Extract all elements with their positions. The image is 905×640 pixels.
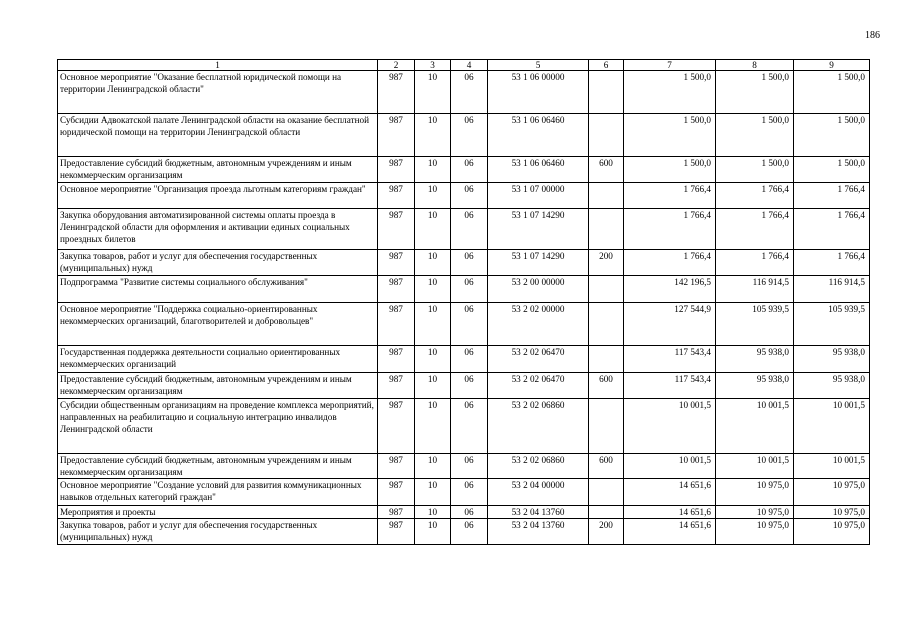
cell-expense-type: 600 (589, 373, 624, 399)
cell-amount-year2: 1 500,0 (716, 157, 794, 183)
cell-expense-type (589, 399, 624, 454)
cell-subsection: 06 (451, 157, 488, 183)
row-name: Предоставление субсидий бюджетным, автономным учреждениям и иным некоммерческим организациям (58, 157, 378, 183)
cell-amount-year1: 117 543,4 (624, 373, 716, 399)
table-row (58, 209, 870, 250)
cell-amount-year2: 1 766,4 (716, 183, 794, 209)
cell-amount-year2: 10 001,5 (716, 399, 794, 454)
row-name: Субсидии Адвокатской палате Ленинградской области на оказание бесплатной юридической помощи на территории Ленинградской области (58, 114, 378, 157)
cell-section: 10 (415, 506, 451, 519)
cell-section: 10 (415, 303, 451, 346)
table-row (58, 373, 870, 399)
table-row (58, 454, 870, 479)
row-name: Основное мероприятие "Поддержка социально-ориентированных некоммерческих организаций, благотворителей и добровольцев" (58, 303, 378, 346)
cell-amount-year1: 1 500,0 (624, 157, 716, 183)
cell-amount-year1: 14 651,6 (624, 506, 716, 519)
cell-section: 10 (415, 479, 451, 506)
cell-grbs: 987 (378, 250, 415, 276)
cell-section: 10 (415, 71, 451, 114)
cell-amount-year1: 1 766,4 (624, 250, 716, 276)
cell-amount-year3: 10 001,5 (794, 399, 870, 454)
cell-amount-year1: 142 196,5 (624, 276, 716, 303)
cell-expense-type: 200 (589, 250, 624, 276)
cell-grbs: 987 (378, 276, 415, 303)
cell-target-code: 53 2 02 00000 (488, 303, 589, 346)
cell-amount-year3: 1 500,0 (794, 157, 870, 183)
cell-grbs: 987 (378, 373, 415, 399)
cell-amount-year2: 1 766,4 (716, 250, 794, 276)
cell-expense-type (589, 303, 624, 346)
cell-target-code: 53 2 04 13760 (488, 519, 589, 545)
cell-amount-year3: 95 938,0 (794, 373, 870, 399)
cell-section: 10 (415, 346, 451, 373)
cell-target-code: 53 2 04 00000 (488, 479, 589, 506)
row-name: Субсидии общественным организациям на проведение комплекса мероприятий, направленных на реабилитацию и социальную интеграцию инвалидов Ленинградской области (58, 399, 378, 454)
cell-target-code: 53 2 02 06470 (488, 373, 589, 399)
cell-expense-type (589, 346, 624, 373)
cell-expense-type: 600 (589, 454, 624, 479)
cell-section: 10 (415, 114, 451, 157)
cell-section: 10 (415, 373, 451, 399)
cell-expense-type (589, 71, 624, 114)
row-name: Мероприятия и проекты (58, 506, 378, 519)
cell-amount-year1: 1 500,0 (624, 114, 716, 157)
cell-subsection: 06 (451, 114, 488, 157)
cell-amount-year2: 1 766,4 (716, 209, 794, 250)
cell-expense-type (589, 183, 624, 209)
cell-grbs: 987 (378, 183, 415, 209)
row-name: Основное мероприятие "Создание условий для развития коммуникационных навыков отдельных категорий граждан" (58, 479, 378, 506)
cell-amount-year3: 10 975,0 (794, 506, 870, 519)
table-row (58, 114, 870, 157)
cell-amount-year3: 1 500,0 (794, 114, 870, 157)
cell-amount-year3: 1 500,0 (794, 71, 870, 114)
cell-subsection: 06 (451, 479, 488, 506)
cell-subsection: 06 (451, 399, 488, 454)
cell-subsection: 06 (451, 303, 488, 346)
cell-subsection: 06 (451, 454, 488, 479)
cell-amount-year1: 1 766,4 (624, 209, 716, 250)
cell-grbs: 987 (378, 71, 415, 114)
cell-amount-year2: 1 500,0 (716, 114, 794, 157)
table-row (58, 71, 870, 114)
cell-section: 10 (415, 209, 451, 250)
cell-grbs: 987 (378, 454, 415, 479)
cell-expense-type (589, 276, 624, 303)
cell-target-code: 53 2 04 13760 (488, 506, 589, 519)
cell-amount-year3: 105 939,5 (794, 303, 870, 346)
row-name: Основное мероприятие "Организация проезда льготным категориям граждан" (58, 183, 378, 209)
cell-subsection: 06 (451, 250, 488, 276)
cell-amount-year2: 95 938,0 (716, 346, 794, 373)
column-header: 4 (451, 60, 488, 71)
header-row (58, 60, 870, 71)
column-header: 8 (716, 60, 794, 71)
cell-target-code: 53 2 02 06860 (488, 399, 589, 454)
cell-amount-year2: 105 939,5 (716, 303, 794, 346)
cell-section: 10 (415, 276, 451, 303)
cell-amount-year3: 10 975,0 (794, 479, 870, 506)
table-body (58, 60, 870, 545)
cell-expense-type (589, 114, 624, 157)
cell-section: 10 (415, 454, 451, 479)
table-row (58, 276, 870, 303)
cell-section: 10 (415, 183, 451, 209)
cell-amount-year3: 95 938,0 (794, 346, 870, 373)
cell-subsection: 06 (451, 183, 488, 209)
row-name: Предоставление субсидий бюджетным, автономным учреждениям и иным некоммерческим организациям (58, 454, 378, 479)
cell-grbs: 987 (378, 479, 415, 506)
cell-grbs: 987 (378, 519, 415, 545)
table-row (58, 519, 870, 545)
cell-expense-type (589, 506, 624, 519)
table-row (58, 157, 870, 183)
table-row (58, 506, 870, 519)
cell-subsection: 06 (451, 71, 488, 114)
column-header: 9 (794, 60, 870, 71)
table-row (58, 183, 870, 209)
cell-amount-year1: 1 500,0 (624, 71, 716, 114)
cell-amount-year1: 14 651,6 (624, 479, 716, 506)
table-row (58, 399, 870, 454)
cell-expense-type: 200 (589, 519, 624, 545)
cell-target-code: 53 1 07 14290 (488, 209, 589, 250)
cell-section: 10 (415, 519, 451, 545)
table-row (58, 479, 870, 506)
cell-grbs: 987 (378, 209, 415, 250)
cell-grbs: 987 (378, 346, 415, 373)
cell-amount-year2: 116 914,5 (716, 276, 794, 303)
cell-target-code: 53 1 07 14290 (488, 250, 589, 276)
cell-amount-year3: 116 914,5 (794, 276, 870, 303)
table-row (58, 346, 870, 373)
column-header: 5 (488, 60, 589, 71)
table-row (58, 250, 870, 276)
cell-section: 10 (415, 250, 451, 276)
cell-amount-year2: 95 938,0 (716, 373, 794, 399)
row-name: Основное мероприятие "Оказание бесплатной юридической помощи на территории Ленинградской области" (58, 71, 378, 114)
cell-amount-year3: 1 766,4 (794, 250, 870, 276)
row-name: Предоставление субсидий бюджетным, автономным учреждениям и иным некоммерческим организациям (58, 373, 378, 399)
cell-expense-type (589, 479, 624, 506)
cell-amount-year1: 10 001,5 (624, 454, 716, 479)
cell-grbs: 987 (378, 114, 415, 157)
cell-amount-year3: 10 975,0 (794, 519, 870, 545)
cell-amount-year1: 1 766,4 (624, 183, 716, 209)
cell-target-code: 53 2 00 00000 (488, 276, 589, 303)
cell-amount-year3: 1 766,4 (794, 183, 870, 209)
cell-grbs: 987 (378, 506, 415, 519)
row-name: Подпрограмма "Развитие системы социального обслуживания" (58, 276, 378, 303)
cell-target-code: 53 1 07 00000 (488, 183, 589, 209)
cell-amount-year2: 1 500,0 (716, 71, 794, 114)
cell-amount-year2: 10 975,0 (716, 506, 794, 519)
cell-subsection: 06 (451, 519, 488, 545)
cell-section: 10 (415, 399, 451, 454)
column-header: 2 (378, 60, 415, 71)
cell-grbs: 987 (378, 303, 415, 346)
cell-amount-year1: 127 544,9 (624, 303, 716, 346)
cell-amount-year2: 10 975,0 (716, 519, 794, 545)
column-header: 7 (624, 60, 716, 71)
row-name: Закупка товаров, работ и услуг для обеспечения государственных (муниципальных) нужд (58, 519, 378, 545)
cell-subsection: 06 (451, 346, 488, 373)
cell-expense-type (589, 209, 624, 250)
cell-expense-type: 600 (589, 157, 624, 183)
cell-target-code: 53 2 02 06860 (488, 454, 589, 479)
cell-amount-year2: 10 975,0 (716, 479, 794, 506)
cell-amount-year1: 10 001,5 (624, 399, 716, 454)
cell-amount-year1: 117 543,4 (624, 346, 716, 373)
column-header: 3 (415, 60, 451, 71)
cell-amount-year1: 14 651,6 (624, 519, 716, 545)
cell-target-code: 53 1 06 06460 (488, 157, 589, 183)
row-name: Закупка товаров, работ и услуг для обеспечения государственных (муниципальных) нужд (58, 250, 378, 276)
cell-section: 10 (415, 157, 451, 183)
cell-subsection: 06 (451, 276, 488, 303)
cell-grbs: 987 (378, 399, 415, 454)
cell-target-code: 53 2 02 06470 (488, 346, 589, 373)
cell-subsection: 06 (451, 209, 488, 250)
cell-amount-year3: 10 001,5 (794, 454, 870, 479)
page-number: 186 (865, 30, 880, 41)
row-name: Закупка оборудования автоматизированной системы оплаты проезда в Ленинградской области для оформления и активации единых социальных проездных билетов (58, 209, 378, 250)
row-name: Государственная поддержка деятельности социально ориентированных некоммерческих организаций (58, 346, 378, 373)
budget-table (57, 59, 870, 545)
cell-target-code: 53 1 06 00000 (488, 71, 589, 114)
cell-subsection: 06 (451, 506, 488, 519)
table-row (58, 303, 870, 346)
cell-grbs: 987 (378, 157, 415, 183)
cell-subsection: 06 (451, 373, 488, 399)
cell-amount-year2: 10 001,5 (716, 454, 794, 479)
column-header: 6 (589, 60, 624, 71)
cell-amount-year3: 1 766,4 (794, 209, 870, 250)
column-header: 1 (58, 60, 378, 71)
cell-target-code: 53 1 06 06460 (488, 114, 589, 157)
